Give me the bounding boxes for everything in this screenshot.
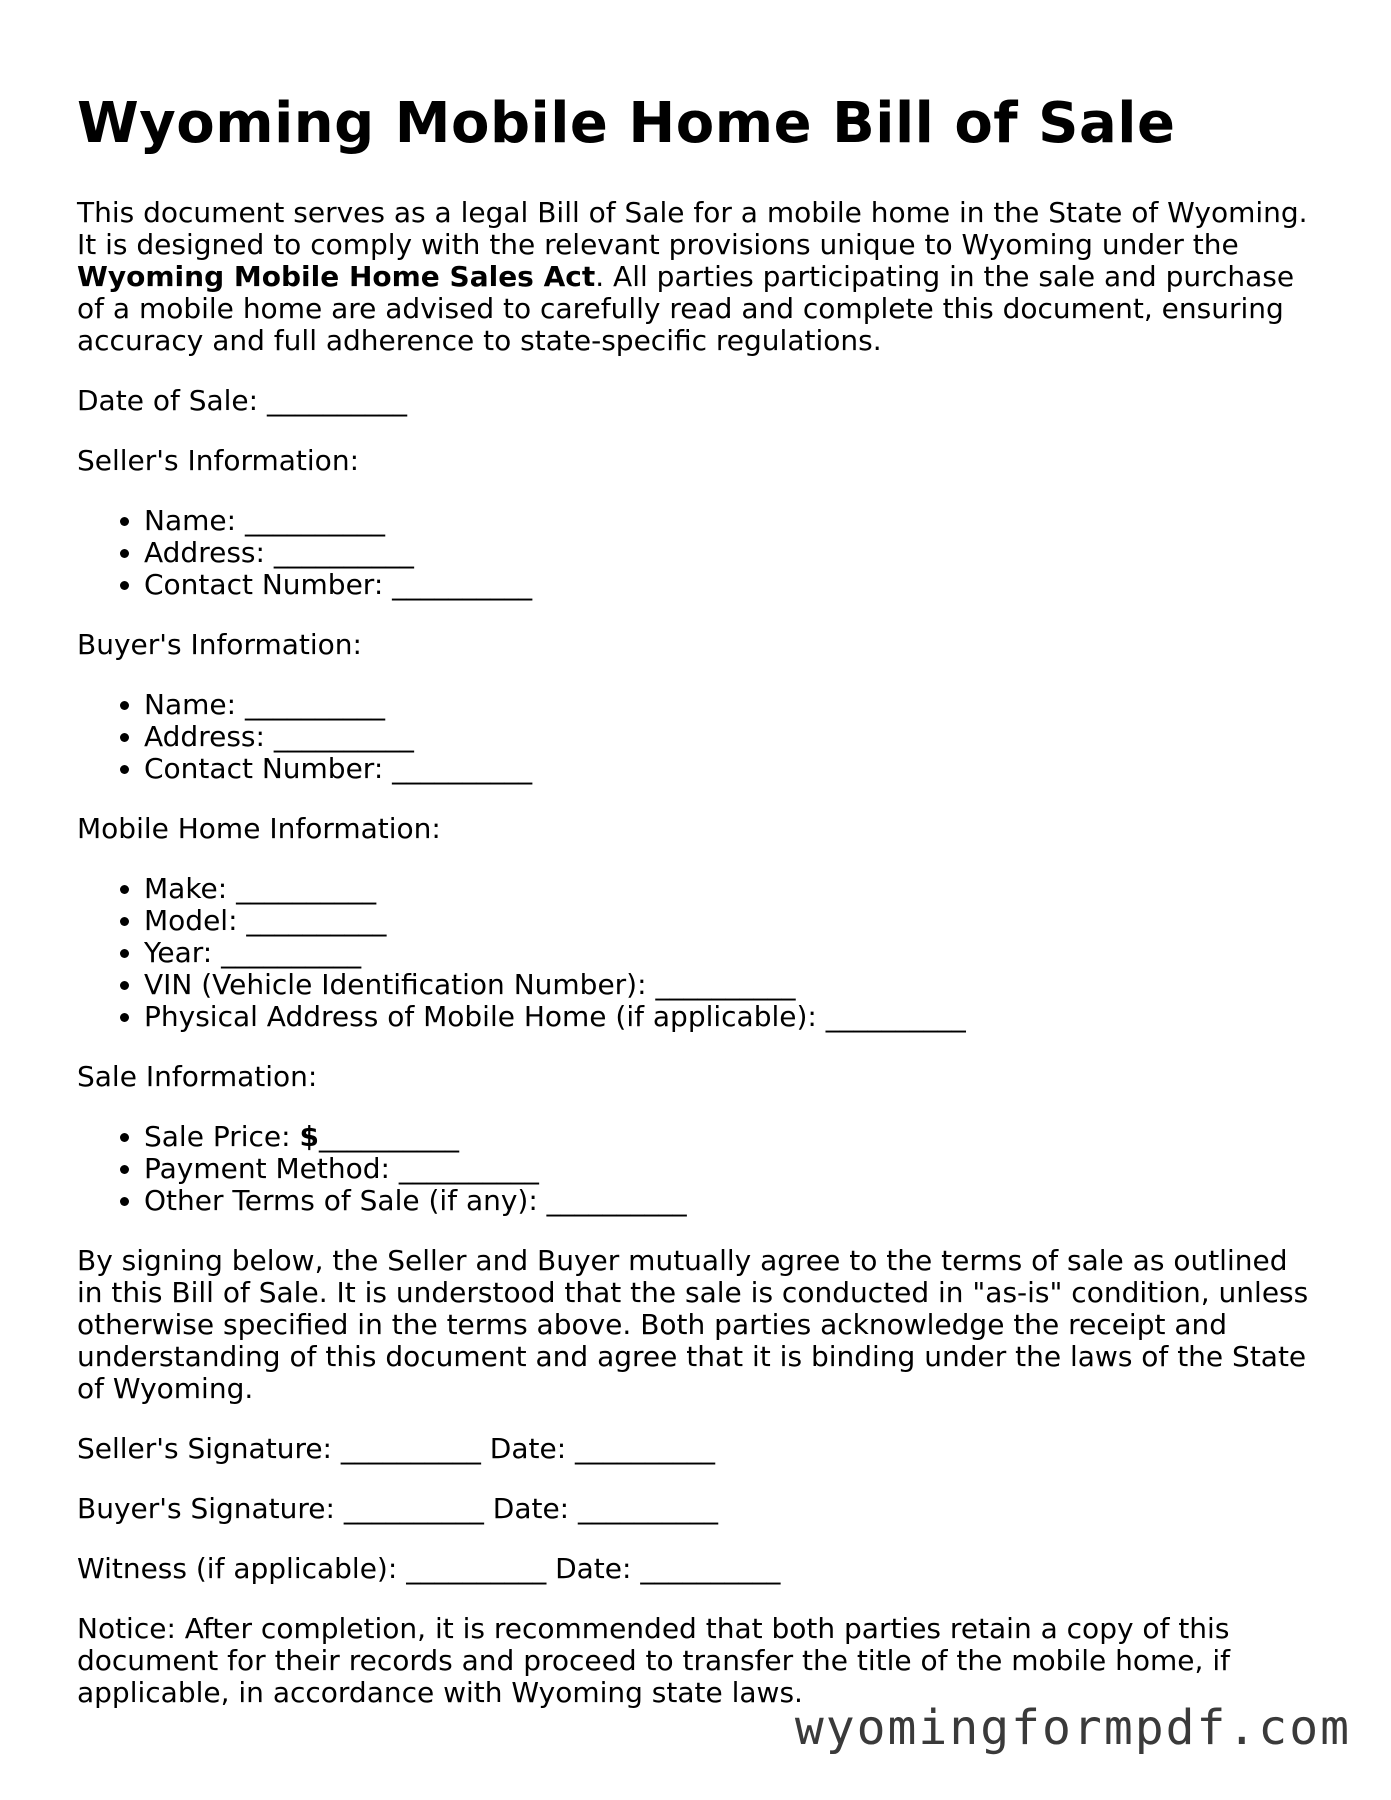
sale-list <box>77 1121 1317 1217</box>
act-name: Wyoming Mobile Home Sales Act <box>77 260 596 294</box>
document-title: Wyoming Mobile Home Bill of Sale <box>77 91 1176 156</box>
intro-text-start: This document serves as a legal Bill of Sale for a mobile home in the State of Wyoming. It is designed to comply with the relevant provisions unique to Wyoming under the <box>77 196 1308 262</box>
make-field[interactable]: • Make: __________ <box>144 873 1317 905</box>
vin-field[interactable]: • VIN (Vehicle Identification Number): __________ <box>144 969 1317 1001</box>
document-page <box>77 90 1317 1737</box>
buyer-list <box>77 689 1317 785</box>
mobile-home-list <box>77 873 1317 1033</box>
physical-address-field[interactable]: • Physical Address of Mobile Home (if applicable): __________ <box>144 1001 1317 1033</box>
dollar-sign: $ <box>299 1120 319 1154</box>
year-field[interactable]: • Year: __________ <box>144 937 1317 969</box>
mobile-home-heading: Mobile Home Information: <box>77 812 441 846</box>
sale-price-blank: __________ <box>318 1120 459 1154</box>
agreement-paragraph: By signing below, the Seller and Buyer mutually agree to the terms of sale as outlined in this Bill of Sale. It is understood that the sale is conducted in "as-is" condition, unless otherwise specified in the terms above. Both parties acknowledge the receipt and understanding of this document and agree that it is binding under the laws of the State of Wyoming. <box>77 1244 1309 1406</box>
seller-name-field[interactable]: • Name: __________ <box>144 505 1317 537</box>
seller-address-field[interactable]: • Address: __________ <box>144 537 1317 569</box>
intro-text-end: . All parties participating in the sale and purchase of a mobile home are advised to carefully read and complete this document, ensuring accuracy and full adherence to state-specific regulations. <box>77 260 1295 358</box>
notice-paragraph: Notice: After completion, it is recommended that both parties retain a copy of this document for their records and proceed to transfer the title of the mobile home, if applicable, in accordance with Wyoming state laws. <box>77 1612 1230 1710</box>
payment-method-field[interactable]: • Payment Method: __________ <box>144 1153 1317 1185</box>
buyer-address-field[interactable]: • Address: __________ <box>144 721 1317 753</box>
sale-price-label: Sale Price: <box>144 1120 300 1154</box>
witness-signature-line[interactable]: Witness (if applicable): __________ Date: __________ <box>77 1552 781 1586</box>
seller-list <box>77 505 1317 601</box>
buyer-heading: Buyer's Information: <box>77 628 362 662</box>
seller-signature-line[interactable]: Seller's Signature: __________ Date: __________ <box>77 1432 716 1466</box>
buyer-name-field[interactable]: • Name: __________ <box>144 689 1317 721</box>
other-terms-field[interactable]: • Other Terms of Sale (if any): __________ <box>144 1185 1317 1217</box>
seller-heading: Seller's Information: <box>77 444 359 478</box>
buyer-signature-line[interactable]: Buyer's Signature: __________ Date: __________ <box>77 1492 719 1526</box>
model-field[interactable]: • Model: __________ <box>144 905 1317 937</box>
site-watermark: wyomingformpdf.com <box>794 1700 1351 1756</box>
sale-heading: Sale Information: <box>77 1060 318 1094</box>
buyer-contact-field[interactable]: • Contact Number: __________ <box>144 753 1317 785</box>
seller-contact-field[interactable]: • Contact Number: __________ <box>144 569 1317 601</box>
intro-paragraph <box>77 197 1317 357</box>
date-of-sale-field[interactable]: Date of Sale: __________ <box>77 384 407 418</box>
sale-price-field[interactable] <box>144 1121 1317 1153</box>
